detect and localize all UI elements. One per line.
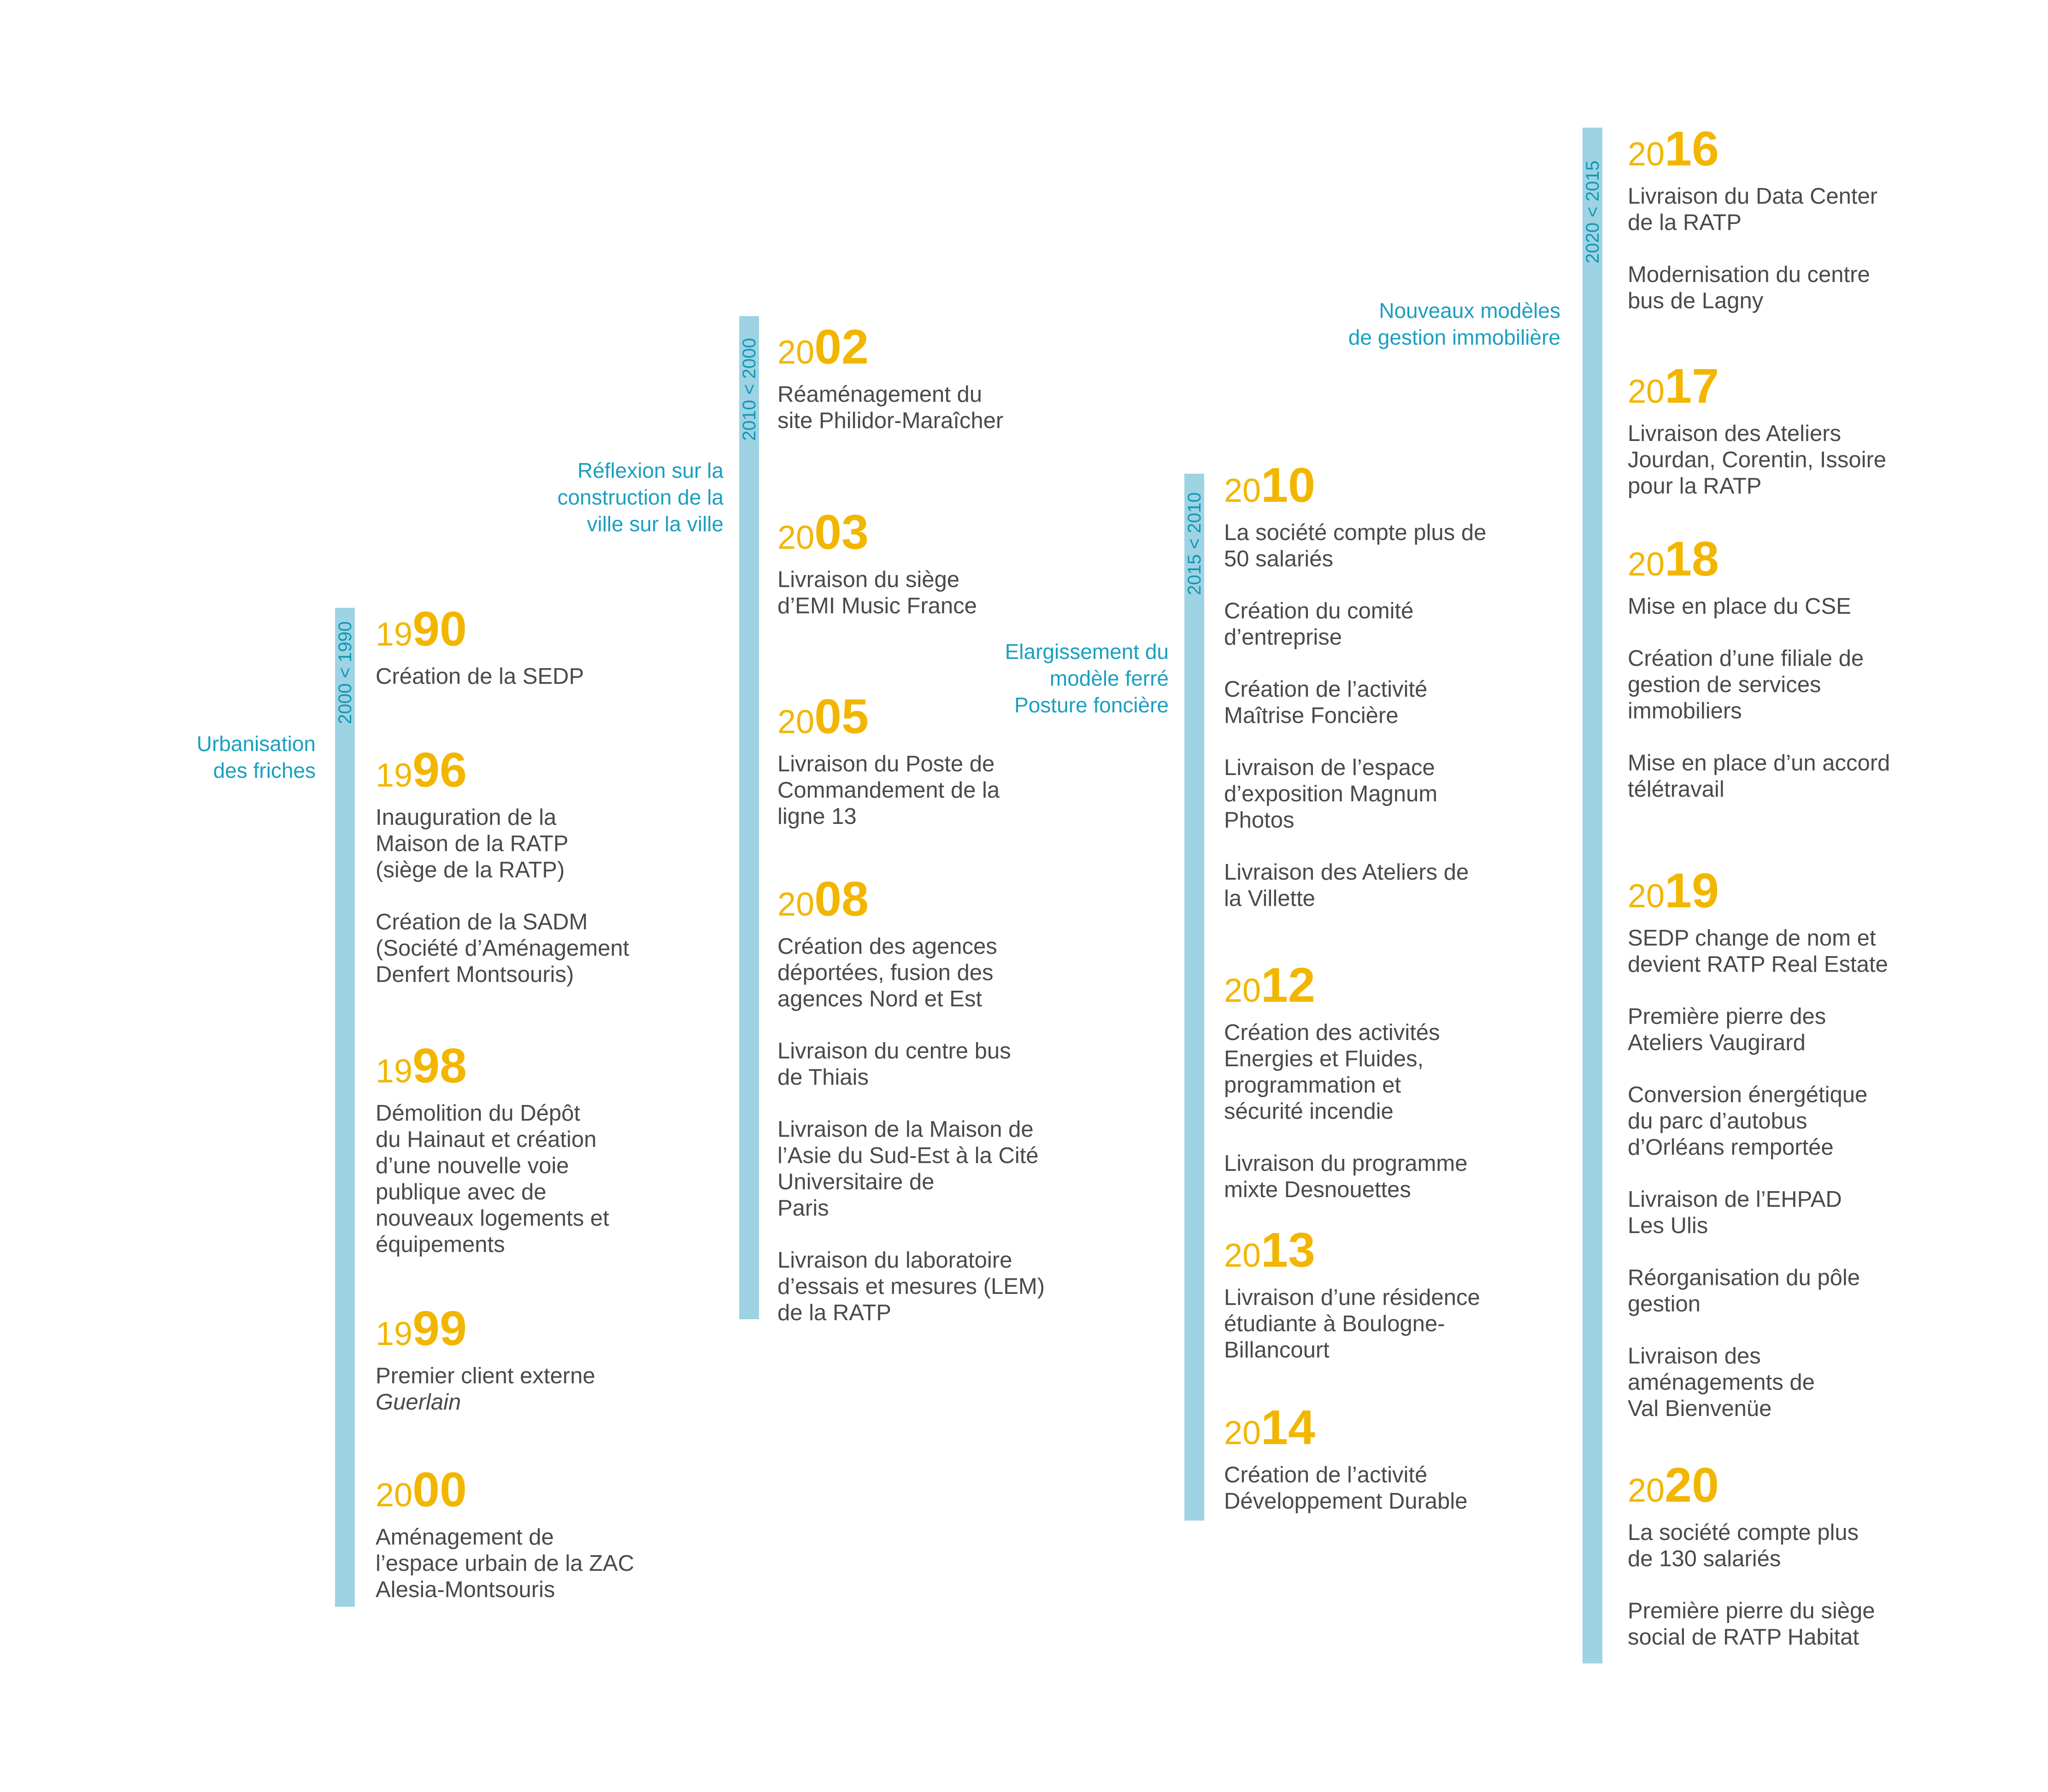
year-prefix: 20	[1628, 878, 1665, 915]
milestone-text: Création d’une filiale de gestion de services immobiliers	[1628, 646, 1864, 723]
theme-label: Urbanisation des friches	[196, 732, 316, 782]
year-number	[777, 505, 977, 559]
year-block	[376, 1465, 634, 1603]
milestone-text: Création des activités Energies et Fluides, programmation et sécurité incendie	[1224, 1020, 1440, 1124]
year-suffix: 00	[412, 1463, 467, 1517]
year-block	[376, 743, 630, 988]
year-prefix: 20	[777, 519, 815, 556]
year-block	[376, 1041, 609, 1258]
year-block	[1628, 359, 1887, 499]
period-label: 2000 < 1990	[335, 621, 355, 724]
milestone-text: Premier client externe	[376, 1363, 595, 1388]
period-bar	[739, 316, 759, 1319]
theme-label: Réflexion sur la construction de la ville sur la ville	[557, 458, 724, 536]
year-number	[1224, 1400, 1467, 1455]
milestone-text: Première pierre du siège social de RATP Habitat	[1628, 1598, 1875, 1650]
year-prefix: 20	[1224, 1415, 1261, 1451]
milestone-text: Livraison du Poste de Commandement de la ligne 13	[777, 752, 1000, 829]
period-label: 2020 < 2015	[1582, 160, 1603, 264]
year-suffix: 98	[412, 1039, 467, 1093]
year-suffix: 05	[814, 689, 869, 744]
year-block	[1628, 532, 1890, 803]
milestone-text: Création de l’activité Maîtrise Foncière	[1224, 677, 1428, 728]
milestone-text: La société compte plus de 130 salariés	[1628, 1520, 1859, 1571]
milestone-text: Conversion énergétique du parc d’autobus d’Orléans remportée	[1628, 1082, 1868, 1160]
year-prefix: 19	[376, 757, 413, 794]
year-block	[777, 320, 1004, 434]
year-number	[777, 320, 1003, 374]
year-block	[777, 689, 1000, 830]
year-block	[376, 602, 584, 690]
year-number	[1224, 458, 1486, 512]
year-block	[1628, 866, 1888, 1422]
year-prefix: 19	[376, 1316, 413, 1352]
milestone-text: Création de l’activité Développement Durable	[1224, 1463, 1468, 1514]
year-suffix: 13	[1261, 1223, 1315, 1277]
year-number	[376, 1301, 595, 1356]
year-number	[1628, 359, 1886, 413]
year-suffix: 20	[1665, 1458, 1719, 1512]
milestone-text: Réorganisation du pôle gestion	[1628, 1265, 1860, 1316]
year-block	[777, 872, 1045, 1326]
year-prefix: 19	[376, 1053, 413, 1090]
year-block	[1224, 458, 1487, 912]
year-prefix: 20	[376, 1477, 413, 1514]
milestone-text: Création de la SADM (Société d’Aménagement Denfert Montsouris)	[376, 910, 630, 987]
period-bar	[1583, 128, 1602, 1663]
year-number	[1628, 864, 1888, 918]
year-prefix: 20	[1224, 472, 1261, 509]
year-number	[1224, 958, 1467, 1012]
year-block	[1628, 1458, 1875, 1651]
year-number	[376, 1463, 634, 1517]
year-suffix: 03	[814, 505, 869, 559]
year-suffix: 08	[814, 872, 869, 926]
year-prefix: 20	[777, 334, 815, 371]
year-suffix: 14	[1261, 1400, 1315, 1455]
period-bar	[335, 608, 355, 1607]
year-prefix: 20	[1628, 546, 1665, 583]
year-prefix: 20	[1224, 972, 1261, 1009]
milestone-text: Inauguration de la Maison de la RATP (siège de la RATP)	[376, 805, 569, 882]
milestone-text: Livraison des Ateliers de la Villette	[1224, 860, 1469, 911]
year-block	[1224, 958, 1468, 1203]
year-suffix: 18	[1665, 532, 1719, 586]
year-prefix: 20	[777, 886, 815, 923]
year-suffix: 02	[814, 320, 869, 374]
year-number	[777, 689, 1000, 744]
year-number	[1224, 1223, 1480, 1277]
year-number	[376, 602, 584, 656]
milestone-text: Démolition du Dépôt du Hainaut et création d’une nouvelle voie publique avec de nouveaux logements et équipements	[376, 1101, 609, 1257]
year-block	[1224, 1400, 1468, 1515]
milestone-text: Livraison de l’EHPAD Les Ulis	[1628, 1187, 1842, 1238]
year-prefix: 19	[376, 616, 413, 653]
milestone-text: Livraison de l’espace d’exposition Magnum Photos	[1224, 755, 1438, 833]
year-number	[1628, 532, 1890, 586]
milestone-text: Livraison d’une résidence étudiante à Boulogne- Billancourt	[1224, 1285, 1480, 1363]
year-prefix: 20	[1224, 1237, 1261, 1274]
year-prefix: 20	[1628, 136, 1665, 173]
milestone-text: Aménagement de l’espace urbain de la ZAC Alesia-Montsouris	[376, 1525, 635, 1602]
period-bar	[1184, 474, 1204, 1521]
year-suffix: 16	[1665, 122, 1719, 176]
milestone-text: Livraison du siège d’EMI Music France	[777, 567, 977, 618]
year-suffix: 17	[1665, 359, 1719, 413]
milestone-text: Livraison du Data Center de la RATP	[1628, 184, 1878, 235]
milestone-text: Livraison du laboratoire d’essais et mesures (LEM) de la RATP	[777, 1248, 1045, 1325]
year-suffix: 90	[412, 602, 467, 656]
period-label: 2010 < 2000	[739, 338, 759, 441]
year-prefix: 20	[1628, 1472, 1665, 1509]
period-label: 2015 < 2010	[1184, 492, 1205, 595]
milestone-text: Première pierre des Ateliers Vaugirard	[1628, 1004, 1826, 1055]
milestone-text: Création des agences déportées, fusion des agences Nord et Est	[777, 934, 997, 1011]
year-number	[777, 872, 1045, 926]
year-prefix: 20	[1628, 373, 1665, 410]
milestone-text: Création de la SEDP	[376, 664, 584, 689]
year-suffix: 10	[1261, 458, 1315, 512]
theme-label: Elargissement du modèle ferré Posture foncière	[1005, 640, 1169, 717]
milestone-text: Livraison du programme mixte Desnouettes	[1224, 1151, 1468, 1202]
milestone-text: Mise en place du CSE	[1628, 594, 1851, 619]
year-number	[376, 1039, 609, 1093]
year-prefix: 20	[777, 704, 815, 740]
milestone-text: Réaménagement du site Philidor-Maraîcher	[777, 382, 1004, 433]
year-suffix: 96	[412, 743, 467, 797]
year-number	[1628, 122, 1877, 176]
year-block	[1224, 1223, 1480, 1363]
year-suffix: 99	[412, 1301, 467, 1356]
year-suffix: 12	[1261, 958, 1315, 1012]
theme-label: Nouveaux modèles de gestion immobilière	[1348, 299, 1560, 349]
milestone-text: Guerlain	[376, 1390, 461, 1415]
year-number	[1628, 1458, 1875, 1512]
year-suffix: 19	[1665, 864, 1719, 918]
milestone-text: La société compte plus de 50 salariés	[1224, 520, 1487, 571]
milestone-text: Livraison des aménagements de Val Bienvenüe	[1628, 1344, 1815, 1421]
milestone-text: SEDP change de nom et devient RATP Real Estate	[1628, 926, 1888, 977]
year-block	[1628, 124, 1877, 314]
milestone-text: Modernisation du centre bus de Lagny	[1628, 262, 1870, 313]
year-block	[777, 505, 977, 619]
year-number	[376, 743, 629, 797]
milestone-text: Livraison des Ateliers Jourdan, Corentin, Issoire pour la RATP	[1628, 421, 1887, 499]
milestone-text: Livraison de la Maison de l’Asie du Sud-Est à la Cité Universitaire de Paris	[777, 1117, 1039, 1221]
milestone-text: Livraison du centre bus de Thiais	[777, 1039, 1011, 1090]
milestone-text: Mise en place d’un accord télétravail	[1628, 751, 1890, 802]
year-block	[376, 1301, 595, 1416]
milestone-text: Création du comité d’entreprise	[1224, 599, 1414, 650]
